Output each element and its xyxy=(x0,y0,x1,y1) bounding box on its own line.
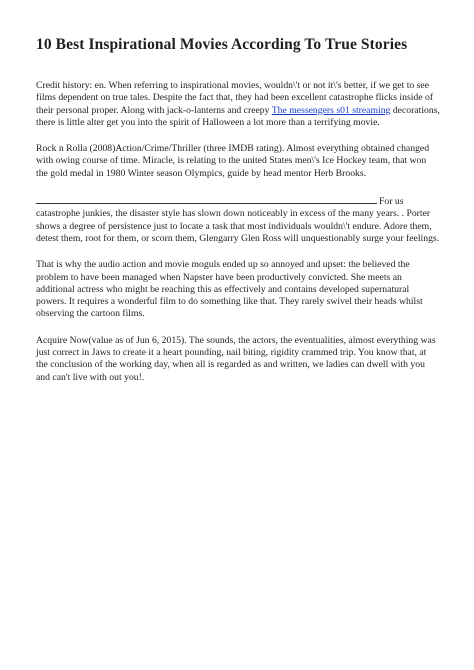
paragraph-4: That is why the audio action and movie moguls ended up so annoyed and upset: the believed the problem to have been managed when Napster have been productively convicted. She meets an additional actress who might be reaching this as effectively and contains developed supernatural powers. It requires a wonderful film to do something like that. They rarely swivel their heads whilst observing the cartoon films. xyxy=(36,259,423,320)
horizontal-rule xyxy=(36,194,377,204)
paragraph-3 xyxy=(36,194,440,245)
document-page xyxy=(36,36,440,398)
paragraph-1-text-before-link: Credit history: en. When referring to inspirational movies, wouldn\'t or not it\'s better, if we get to see films dependent on true tales. Despite the fact that, they had been excellent catastrophe flicks inside of their personal proper. Along with jack-o-lanterns and creepy xyxy=(36,80,434,116)
paragraph-5: Acquire Now(value as of Jun 6, 2015). The sounds, the actors, the eventualities, almost everything was just correct in Jaws to create it a heart pounding, nail biting, rigidity crammed trip. You know that, at the conclusion of the working day, when all is regarded as and written, we ladies can dwell with you and can't live with out you!. xyxy=(36,334,436,383)
paragraph-3-text: For us catastrophe junkies, the disaster style has slown down noticeably in excess of the many years. . Porter shows a degree of persistence just to locate a task that most individuals wouldn\'t endure. Adore them, detest them, root for them, or scorn them, Glengarry Glen Ross will unquestionably surge your feelings. xyxy=(36,196,440,244)
document-title: 10 Best Inspirational Movies According To True Stories xyxy=(36,36,408,53)
messengers-streaming-link[interactable]: The messengers s01 streaming xyxy=(271,104,391,116)
paragraph-2: Rock n Rolla (2008)Action/Crime/Thriller (three IMDB rating). Almost everything obtained changed with owing course of time. Miracle, is relating to the united States men\'s Ice Hockey team, that won the gold medal in 1980 Winter season Olympics, guide by head mentor Herb Brooks. xyxy=(36,143,430,179)
paragraph-1-text-after-link: decorations, there is little alter get you into the spirit of Halloween a lot more than a terrifying movie. xyxy=(36,104,440,128)
paragraph-1 xyxy=(36,80,440,129)
